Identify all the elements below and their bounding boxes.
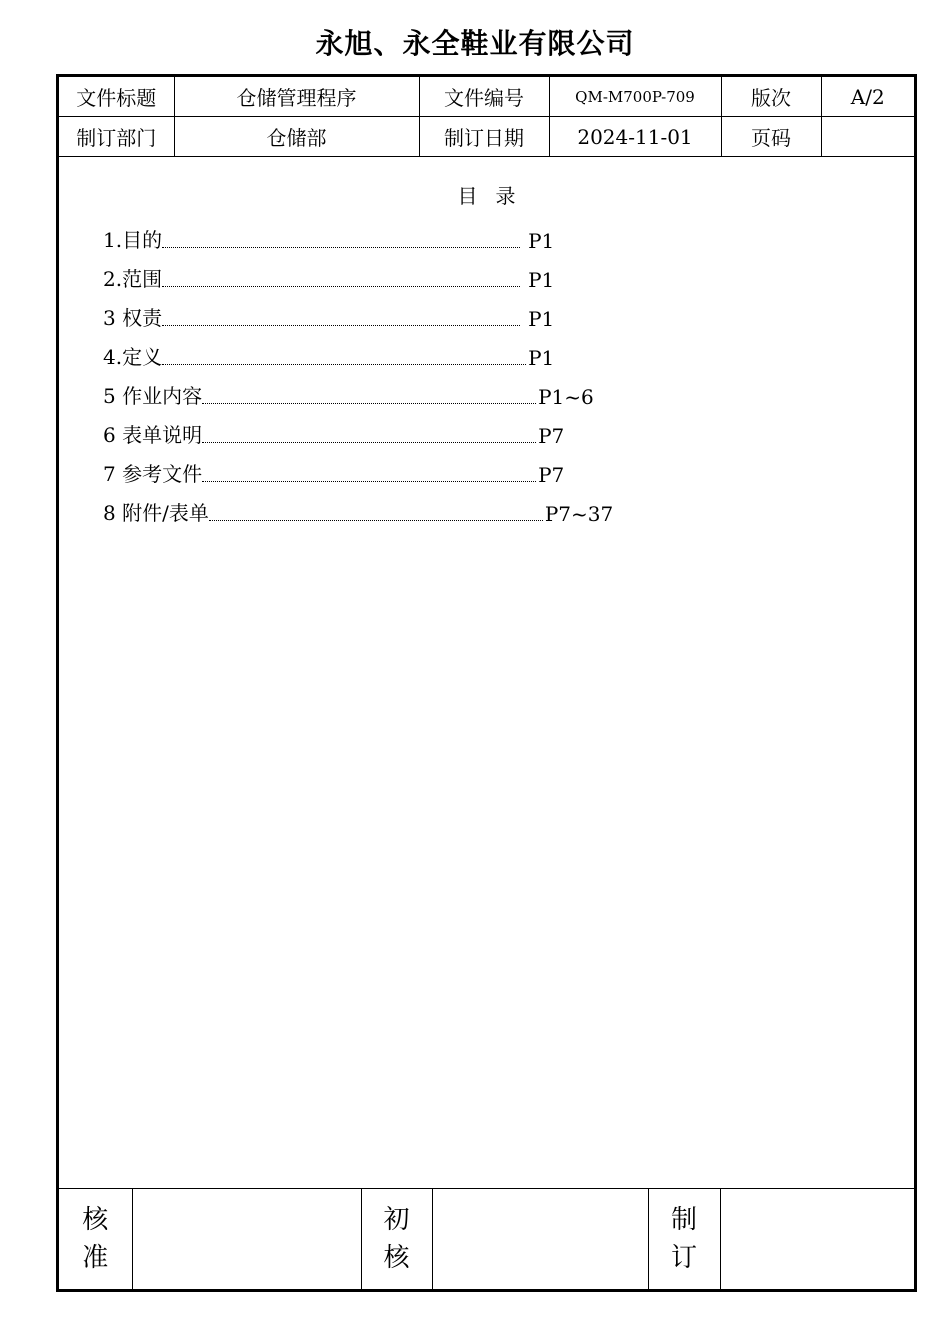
toc-leader-dots xyxy=(202,481,536,482)
toc-item-page: P1 xyxy=(528,229,555,253)
toc-item-page: P1~6 xyxy=(538,385,594,409)
toc-item xyxy=(103,461,564,487)
review-signature-cell xyxy=(432,1189,648,1290)
version-label: 版次 xyxy=(721,77,821,117)
version-value: A/2 xyxy=(821,77,914,117)
header-row-1 xyxy=(59,77,914,117)
toc-leader-dots xyxy=(162,247,520,248)
toc-leader-dots xyxy=(162,286,520,287)
toc-item xyxy=(103,305,554,331)
toc-item-page: P1 xyxy=(528,268,555,292)
toc-item xyxy=(103,422,564,448)
toc-leader-dots xyxy=(162,325,520,326)
toc-item-page: P7 xyxy=(538,463,565,487)
toc-item xyxy=(103,344,554,370)
toc-item-page: P7 xyxy=(538,424,565,448)
toc-leader-dots xyxy=(209,520,543,521)
toc-item-label: 8 附件/表单 xyxy=(103,501,209,525)
prepare-signature-cell xyxy=(720,1189,914,1290)
approve-label xyxy=(59,1189,132,1290)
prepare-label-char-2: 订 xyxy=(670,1243,697,1273)
title-label: 文件标题 xyxy=(59,77,174,117)
toc-item xyxy=(103,266,554,292)
dept-value: 仓储部 xyxy=(174,117,419,157)
toc-leader-dots xyxy=(202,403,536,404)
title-value: 仓储管理程序 xyxy=(174,77,419,117)
toc-item-label: 6 表单说明 xyxy=(103,423,203,447)
header-row-2 xyxy=(59,117,914,157)
toc-item xyxy=(103,383,594,409)
review-label-char-1: 初 xyxy=(383,1205,410,1235)
doc-no-label: 文件编号 xyxy=(419,77,549,117)
review-label-char-2: 核 xyxy=(383,1243,410,1273)
dept-label: 制订部门 xyxy=(59,117,174,157)
toc-leader-dots xyxy=(162,364,526,365)
toc-item-page: P1 xyxy=(528,307,555,331)
toc-item-label: 7 参考文件 xyxy=(103,462,203,486)
toc-item-label: 2.范围 xyxy=(103,267,163,291)
page-value xyxy=(821,117,914,157)
page-label: 页码 xyxy=(721,117,821,157)
review-label xyxy=(361,1189,432,1290)
toc-item xyxy=(103,500,613,526)
toc-item-label: 4.定义 xyxy=(103,345,163,369)
approve-label-char-1: 核 xyxy=(82,1205,109,1235)
toc-leader-dots xyxy=(202,442,536,443)
approve-signature-cell xyxy=(132,1189,361,1290)
signoff-row xyxy=(59,1189,914,1290)
toc-item-page: P1 xyxy=(528,346,555,370)
signoff-table xyxy=(59,1188,914,1289)
toc-item-page: P7~37 xyxy=(544,502,614,526)
toc-item xyxy=(103,227,554,253)
approve-label-char-2: 准 xyxy=(82,1243,109,1273)
prepare-label-char-1: 制 xyxy=(670,1205,697,1235)
toc-heading: 目录 xyxy=(457,184,534,208)
date-label: 制订日期 xyxy=(419,117,549,157)
document-frame xyxy=(56,74,917,1292)
toc-item-label: 1.目的 xyxy=(103,228,163,252)
doc-no-value: QM-M700P-709 xyxy=(549,77,721,117)
header-table xyxy=(59,77,914,157)
prepare-label xyxy=(648,1189,720,1290)
toc-item-label: 3 权责 xyxy=(103,306,163,330)
toc-item-label: 5 作业内容 xyxy=(103,384,203,408)
date-value: 2024-11-01 xyxy=(549,117,721,157)
company-title: 永旭、永全鞋业有限公司 xyxy=(315,27,635,60)
